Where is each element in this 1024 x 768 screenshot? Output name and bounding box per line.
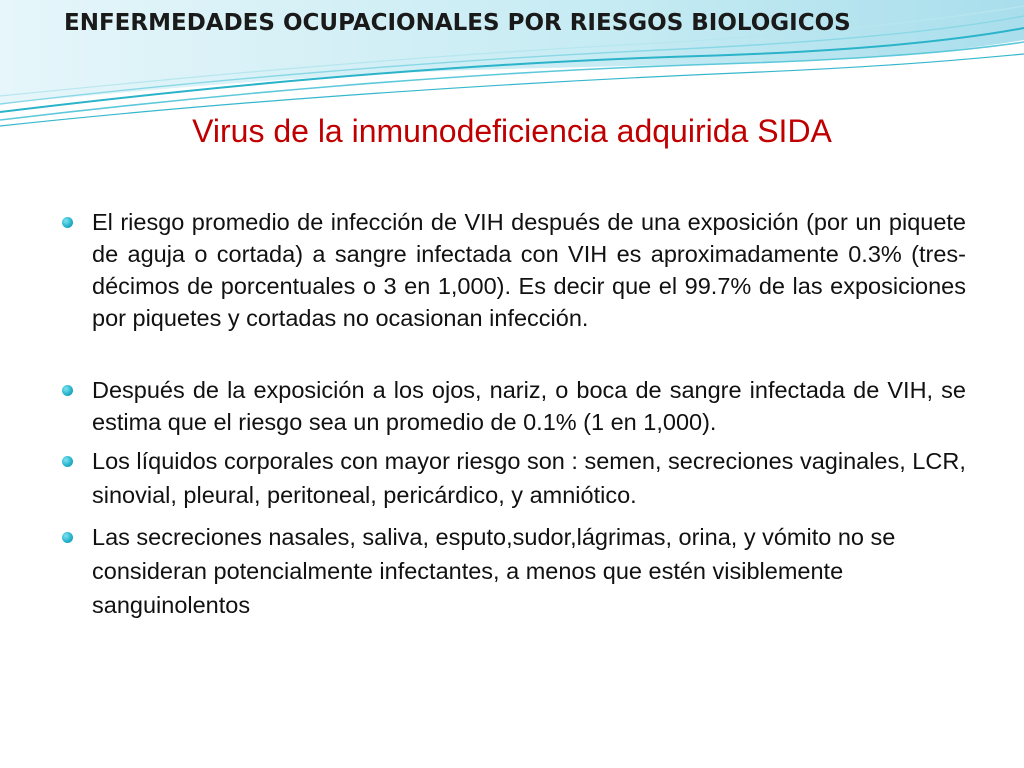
- bullet-item: [56, 520, 966, 622]
- slide-title: ENFERMEDADES OCUPACIONALES POR RIESGOS BIOLOGICOS: [64, 10, 851, 36]
- bullet-list: [56, 206, 966, 622]
- bullet-dot-icon: [62, 385, 73, 396]
- bullet-item: [56, 444, 966, 512]
- bullet-item: [56, 374, 966, 438]
- bullet-text: El riesgo promedio de infección de VIH después de una exposición (por un piquete de aguja o cortada) a sangre infectada con VIH es aproximadamente 0.3% (tres-décimos de porcentuales o 3 en 1,000). Es decir que el 99.7% de las exposiciones por piquetes y cortadas no ocasionan infección.: [92, 209, 966, 331]
- bullet-dot-icon: [62, 532, 73, 543]
- bullet-text: Los líquidos corporales con mayor riesgo son : semen, secreciones vaginales, LCR, sinovial, pleural, peritoneal, pericárdico, y amniótico.: [92, 448, 966, 508]
- bullet-dot-icon: [62, 217, 73, 228]
- bullet-text: Las secreciones nasales, saliva, esputo,sudor,lágrimas, orina, y vómito no se consideran potencialmente infectantes, a menos que estén visiblemente sanguinolentos: [92, 524, 896, 618]
- slide-subtitle: Virus de la inmunodeficiencia adquirida SIDA: [192, 113, 832, 149]
- bullet-text: Después de la exposición a los ojos, nariz, o boca de sangre infectada de VIH, se estima que el riesgo sea un promedio de 0.1% (1 en 1,000).: [92, 377, 966, 435]
- bullet-item: [56, 206, 966, 334]
- bullet-dot-icon: [62, 456, 73, 467]
